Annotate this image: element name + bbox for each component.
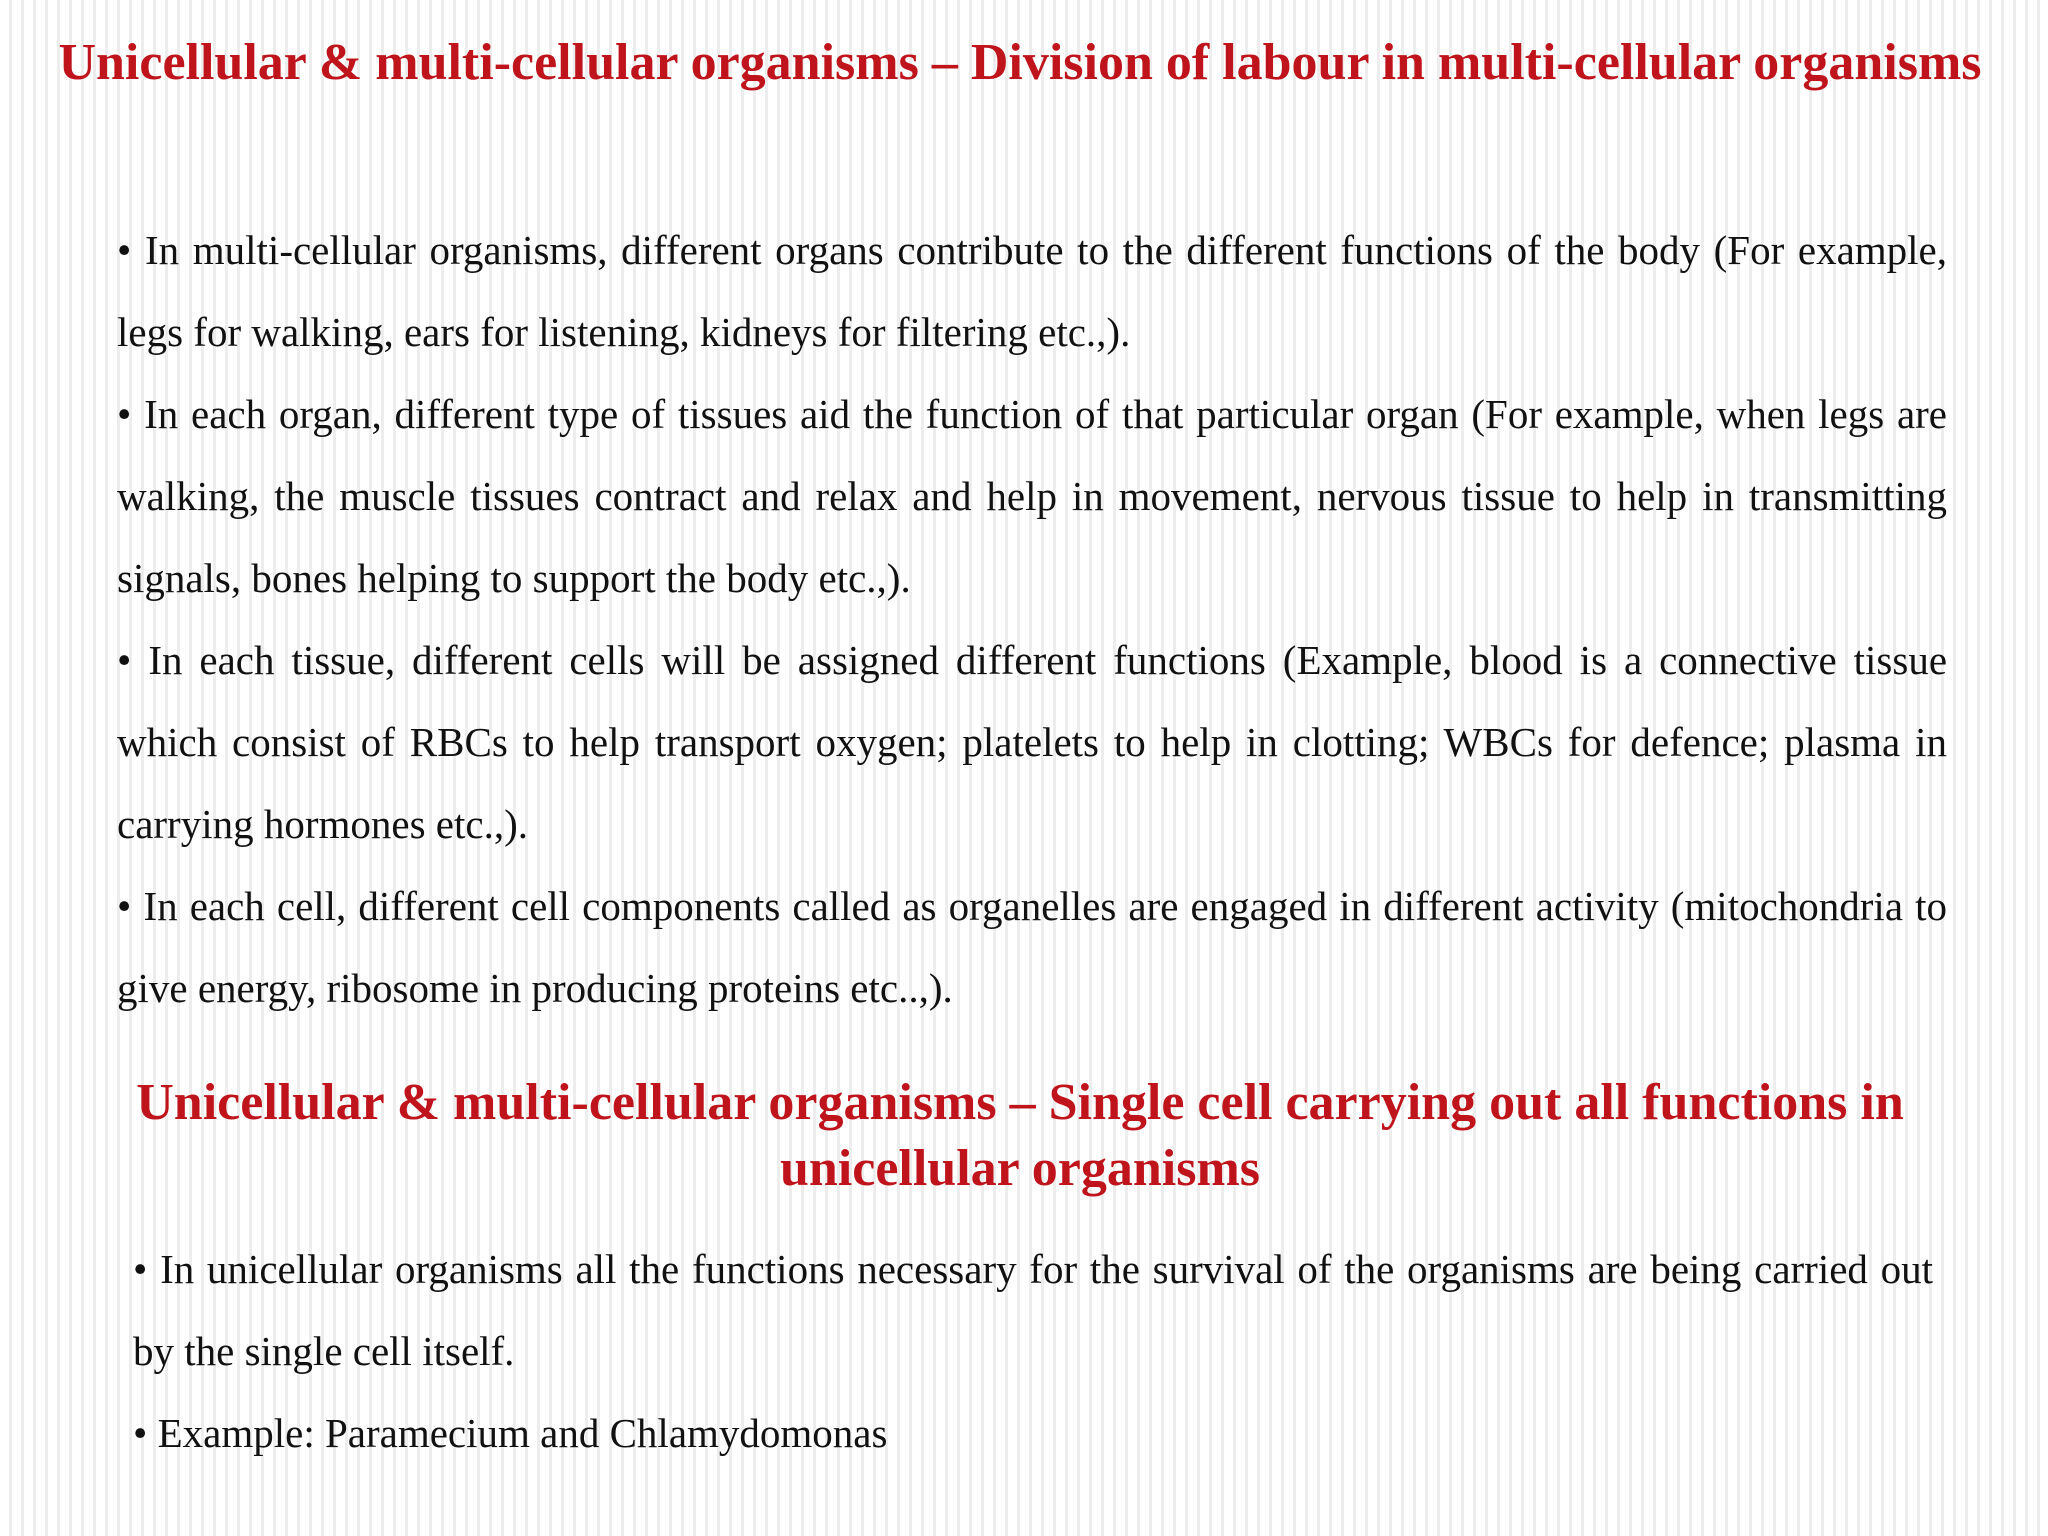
bullet-text: In multi-cellular organisms, different organs contribute to the different functions of the body (For example, legs for walking, ears for listening, kidneys for filtering etc.,). xyxy=(117,227,1948,355)
bullet-marker: • xyxy=(133,1410,148,1456)
bullet-marker: • xyxy=(117,227,132,273)
bullet-item-unicellular-functions xyxy=(133,1228,1933,1392)
bullet-marker: • xyxy=(117,391,132,437)
bullet-list-division-of-labour xyxy=(117,209,1947,1029)
bullet-item-organelles xyxy=(117,865,1947,1029)
bullet-item-cells xyxy=(117,619,1947,865)
section-heading-single-cell: Unicellular & multi-cellular organisms – Single cell carrying out all functions in unicellular organisms xyxy=(136,1074,1904,1197)
bullet-text: In each tissue, different cells will be assigned different functions (Example, blood is a connective tissue which consist of RBCs to help transport oxygen; platelets to help in clotting; WBCs for defence; plasma in carrying hormones etc.,). xyxy=(117,637,1948,847)
bullet-marker: • xyxy=(117,883,132,929)
bullet-marker: • xyxy=(117,637,132,683)
bullet-text: Example: Paramecium and Chlamydomonas xyxy=(157,1410,888,1456)
bullet-list-single-cell xyxy=(133,1228,1933,1474)
section-heading-division-of-labour: Unicellular & multi-cellular organisms – Division of labour in multi-cellular organisms xyxy=(58,34,1982,91)
bullet-marker: • xyxy=(133,1246,148,1292)
bullet-text: In unicellular organisms all the functions necessary for the survival of the organisms are being carried out by the single cell itself. xyxy=(133,1246,1934,1374)
bullet-item-organs xyxy=(117,209,1947,373)
bullet-item-examples xyxy=(133,1392,1933,1474)
bullet-text: In each cell, different cell components called as organelles are engaged in different activity (mitochondria to give energy, ribosome in producing proteins etc..,). xyxy=(117,883,1948,1011)
bullet-text: In each organ, different type of tissues aid the function of that particular organ (For example, when legs are walking, the muscle tissues contract and relax and help in movement, nervous tissue to help in transmitting signals, bones helping to support the body etc.,). xyxy=(117,391,1948,601)
bullet-item-tissues xyxy=(117,373,1947,619)
